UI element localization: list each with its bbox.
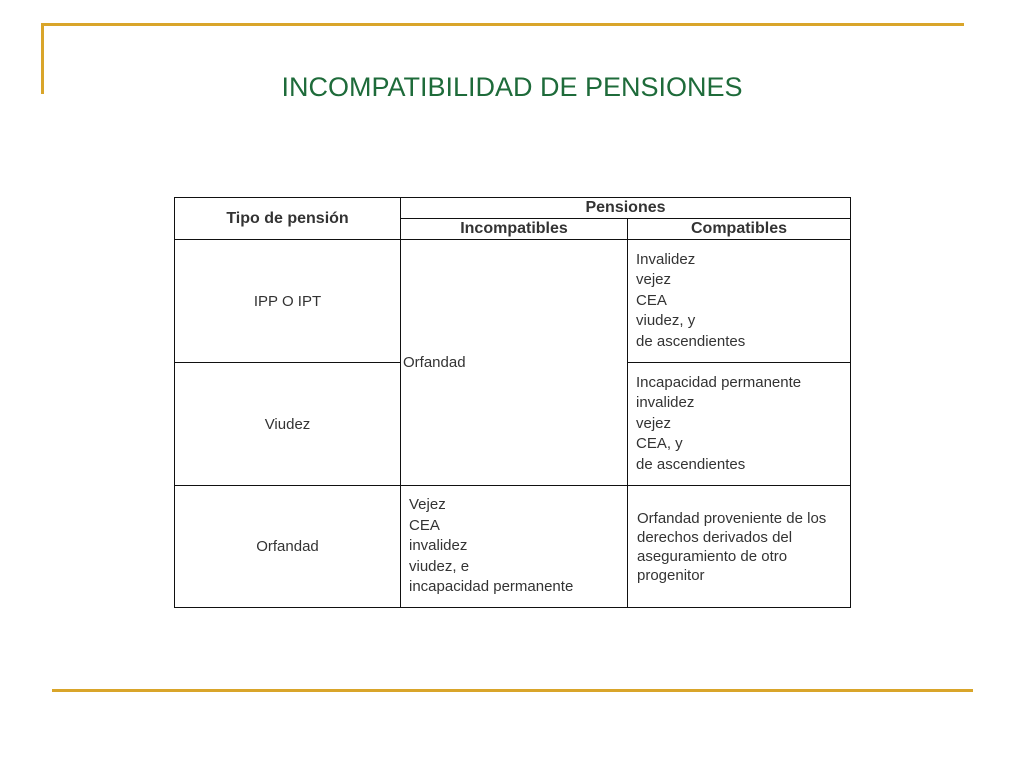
slide-title: INCOMPATIBILIDAD DE PENSIONES (281, 72, 743, 102)
list-item: incapacidad permanente (409, 578, 574, 596)
frame-bottom-line (52, 689, 973, 692)
header-incompatible: Incompatibles (401, 219, 628, 240)
list-item: vejez (636, 271, 672, 289)
row-type: Orfandad (175, 486, 401, 608)
pension-table (174, 197, 851, 608)
list-item: Vejez (409, 496, 446, 514)
header-type: Tipo de pensión (175, 198, 401, 240)
list-item: vejez (636, 414, 672, 432)
incompatible-list (401, 486, 628, 608)
list-item: CEA, y (636, 435, 683, 453)
list-item: Incapacidad permanente (636, 373, 802, 391)
compatible-list (628, 363, 851, 486)
row-type: IPP O IPT (175, 240, 401, 363)
compatible-list (628, 240, 851, 363)
header-compatible: Compatibles (628, 219, 851, 240)
list-item: CEA (636, 291, 667, 309)
list-item: CEA (409, 516, 440, 534)
list-item: Invalidez (636, 250, 696, 268)
list-item: de ascendientes (636, 455, 746, 473)
list-item: de ascendientes (636, 332, 746, 350)
list-item: viudez, y (636, 312, 696, 330)
table-row (175, 486, 851, 608)
row-type: Viudez (175, 363, 401, 486)
list-item: viudez, e (409, 557, 470, 575)
header-pensions: Pensiones (401, 198, 851, 219)
shared-incompatible-cell: Orfandad (401, 240, 628, 486)
list-item: invalidez (409, 537, 468, 555)
table-row (175, 240, 851, 363)
frame-top-line (41, 23, 964, 26)
compatible-text: Orfandad proveniente de los derechos derivados del aseguramiento de otro progenitor (628, 486, 851, 608)
list-item: invalidez (636, 394, 695, 412)
